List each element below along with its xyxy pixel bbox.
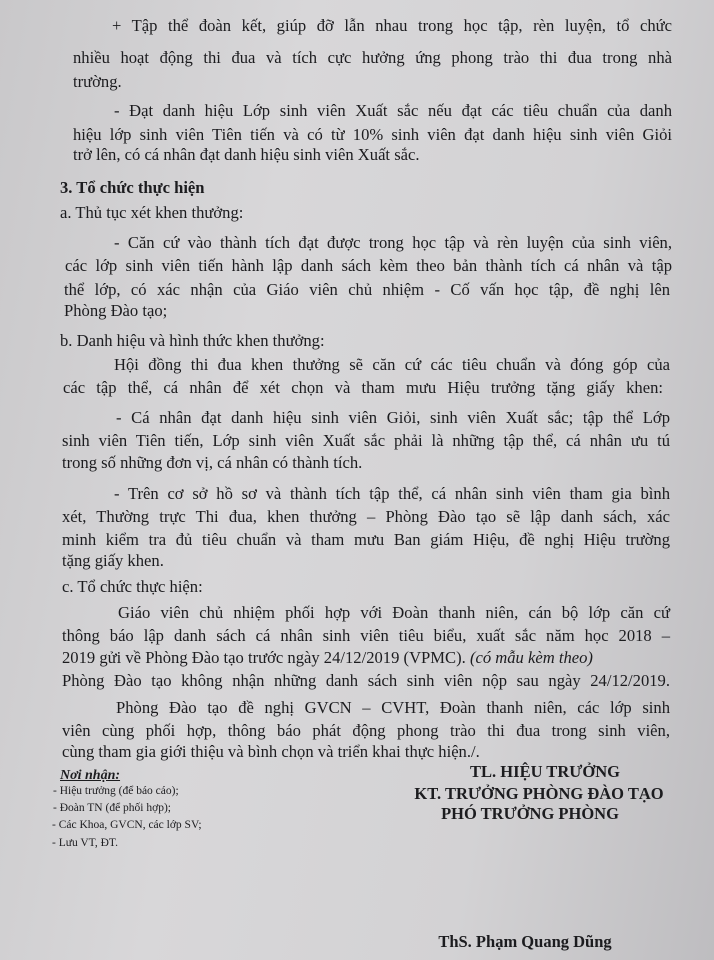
text-line: trường. [73, 72, 122, 91]
text-line: xét, Thường trực Thi đua, khen thưởng – Phòng Đào tạo sẽ lập danh sách, xác [62, 507, 670, 526]
signature-line-3: PHÓ TRƯỞNG PHÒNG [441, 804, 619, 823]
section-heading: 3. Tổ chức thực hiện [60, 178, 205, 197]
text-line: thông báo lập danh sách cá nhân sinh viên tiêu biểu, xuất sắc năm học 2018 – [62, 626, 670, 645]
subsection-heading: a. Thủ tục xét khen thưởng: [60, 203, 244, 222]
text-line: + Tập thể đoàn kết, giúp đỡ lẫn nhau trong học tập, rèn luyện, tổ chức [112, 16, 672, 35]
text-line: Hội đồng thi đua khen thưởng sẽ căn cứ các tiêu chuẩn và đóng góp của [114, 355, 670, 374]
text-line: - Trên cơ sở hồ sơ và thành tích tập thể, cá nhân sinh viên tham gia bình [114, 484, 670, 503]
text-line: thể lớp, có xác nhận của Giáo viên chủ nhiệm - Cố vấn học tập, đề nghị lên [64, 280, 670, 299]
text-line: tặng giấy khen. [62, 551, 164, 570]
subsection-heading: b. Danh hiệu và hình thức khen thưởng: [60, 331, 325, 350]
text-line: Phòng Đào tạo; [64, 301, 168, 320]
text-line: trong số những đơn vị, cá nhân có thành tích. [62, 453, 363, 472]
text-line: - Cá nhân đạt danh hiệu sinh viên Giỏi, sinh viên Xuất sắc; tập thể Lớp [116, 408, 670, 427]
text-line: - Căn cứ vào thành tích đạt được trong học tập và rèn luyện của sinh viên, [114, 233, 672, 252]
text-line [62, 648, 593, 668]
text-line: các tập thể, cá nhân để xét chọn và tham mưu Hiệu trưởng tặng giấy khen: [63, 378, 663, 397]
text-line: viên cùng phối hợp, thông báo phát động phong trào thi đua trong sinh viên, [62, 721, 670, 740]
text-line: Phòng Đào tạo đề nghị GVCN – CVHT, Đoàn thanh niên, các lớp sinh [116, 698, 670, 717]
text-line: - Đạt danh hiệu Lớp sinh viên Xuất sắc nếu đạt các tiêu chuẩn của danh [114, 101, 672, 120]
text-span: 2019 gửi về Phòng Đào tạo trước ngày 24/12/2019 (VPMC). [62, 648, 466, 667]
text-line: các lớp sinh viên tiến hành lập danh sách kèm theo bản thành tích cá nhân và tập [65, 256, 672, 275]
signer-name: ThS. Phạm Quang Dũng [438, 932, 612, 951]
subsection-heading: c. Tổ chức thực hiện: [62, 577, 203, 596]
text-line: Giáo viên chủ nhiệm phối hợp với Đoàn thanh niên, cán bộ lớp căn cứ [118, 603, 670, 622]
recipient-item: - Hiệu trưởng (để báo cáo); [53, 785, 179, 797]
recipient-item: - Đoàn TN (để phối hợp); [53, 802, 171, 814]
recipient-item: - Lưu VT, ĐT. [52, 837, 118, 849]
text-line: minh kiểm tra đủ tiêu chuẩn và tham mưu Ban giám Hiệu, đề nghị Hiệu trường [62, 530, 670, 549]
signature-line-2: KT. TRƯỞNG PHÒNG ĐÀO TẠO [414, 784, 664, 803]
signature-line-1: TL. HIỆU TRƯỞNG [470, 762, 620, 781]
recipient-item: - Các Khoa, GVCN, các lớp SV; [52, 819, 202, 831]
text-line: sinh viên Tiên tiến, Lớp sinh viên Xuất sắc phải là những tập thể, cá nhân ưu tú [62, 431, 670, 450]
text-line: trở lên, có cá nhân đạt danh hiệu sinh viên Xuất sắc. [73, 145, 420, 164]
text-line: hiệu lớp sinh viên Tiên tiến và có từ 10% sinh viên đạt danh hiệu sinh viên Giỏi [73, 125, 672, 144]
text-line: nhiều hoạt động thi đua và tích cực hưởng ứng phong trào thi đua trong nhà [73, 48, 672, 67]
italic-note: (có mẫu kèm theo) [469, 648, 593, 667]
text-line: Phòng Đào tạo không nhận những danh sách sinh viên nộp sau ngày 24/12/2019. [62, 671, 670, 690]
recipients-title: Nơi nhận: [60, 768, 121, 783]
text-line: cùng tham gia giới thiệu và bình chọn và triển khai thực hiện./. [62, 742, 480, 761]
